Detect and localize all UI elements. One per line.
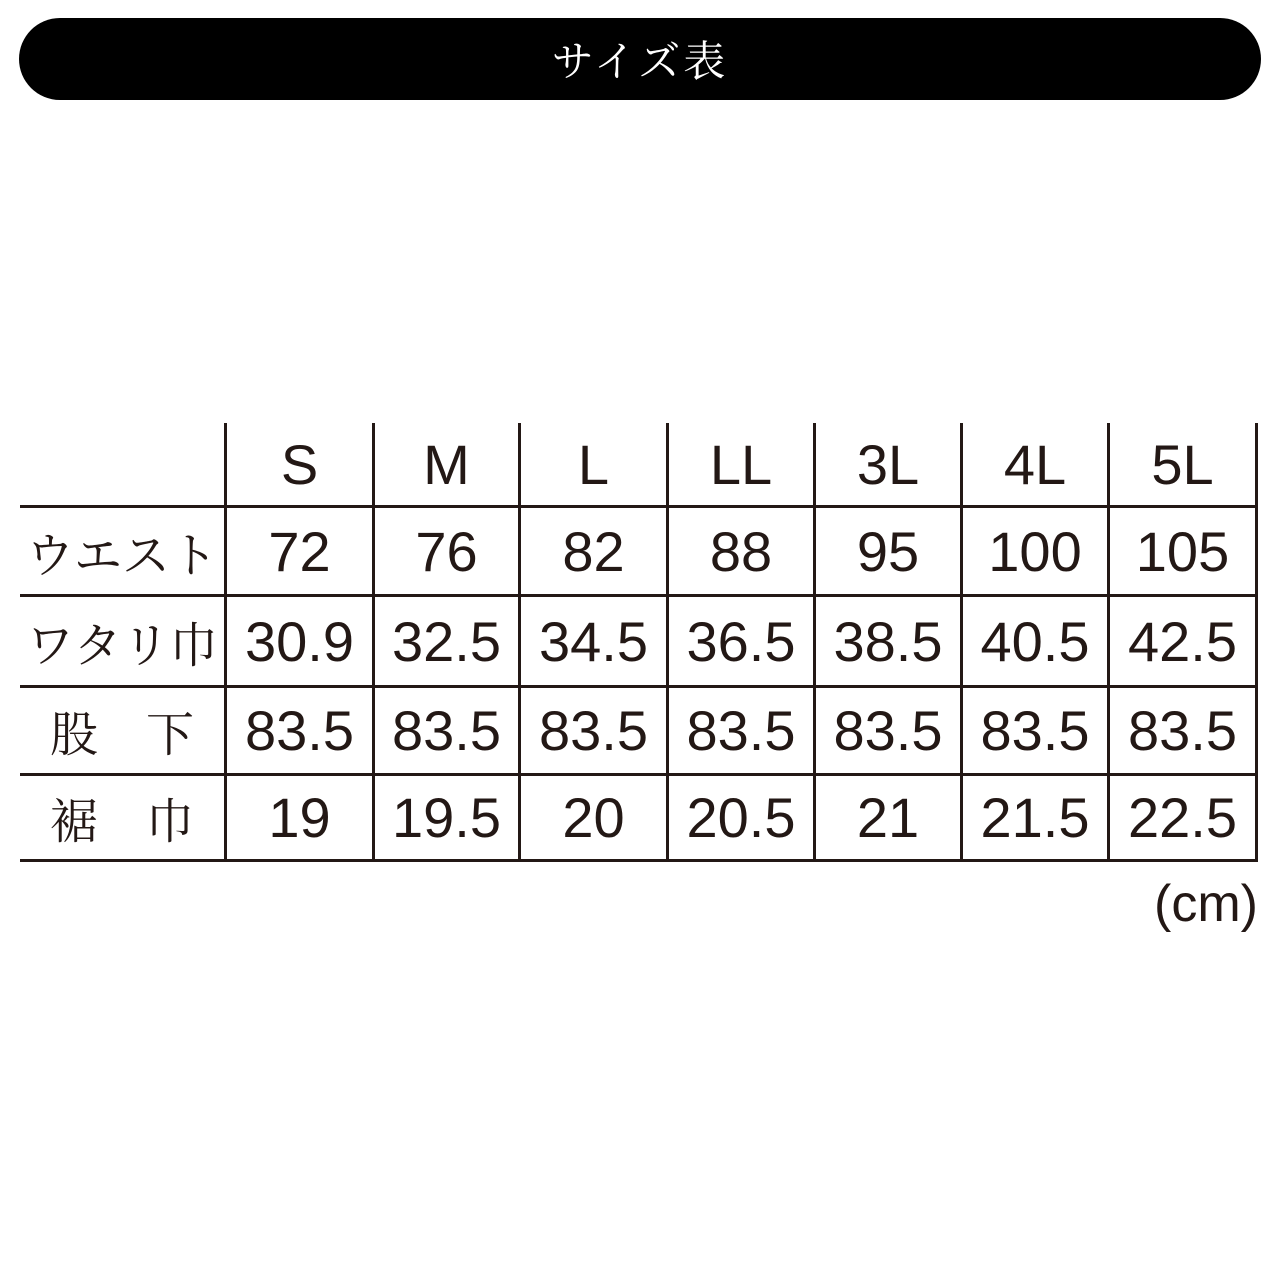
value-cell: 36.5	[669, 597, 816, 688]
title-bar	[19, 18, 1261, 100]
value-cell: 82	[521, 508, 669, 597]
value-cell: 21	[816, 776, 963, 862]
page-title: サイズ表	[551, 38, 729, 85]
size-col-header-ll: LL	[669, 423, 816, 508]
row-label-thigh-width: ワタリ巾	[20, 597, 227, 688]
value-cell: 83.5	[521, 688, 669, 776]
value-cell: 76	[375, 508, 521, 597]
value-cell: 21.5	[963, 776, 1110, 862]
value-cell: 83.5	[227, 688, 375, 776]
size-col-header-3l: 3L	[816, 423, 963, 508]
value-cell: 42.5	[1110, 597, 1258, 688]
value-cell: 83.5	[816, 688, 963, 776]
unit-note: (cm)	[1154, 875, 1258, 933]
corner-cell	[20, 423, 227, 508]
row-label-inseam: 股 下	[20, 688, 227, 776]
value-cell: 19	[227, 776, 375, 862]
value-cell: 72	[227, 508, 375, 597]
value-cell: 83.5	[963, 688, 1110, 776]
value-cell: 88	[669, 508, 816, 597]
size-col-header-s: S	[227, 423, 375, 508]
value-cell: 22.5	[1110, 776, 1258, 862]
value-cell: 40.5	[963, 597, 1110, 688]
size-col-header-m: M	[375, 423, 521, 508]
value-cell: 32.5	[375, 597, 521, 688]
size-col-header-5l: 5L	[1110, 423, 1258, 508]
row-label-waist: ウエスト	[20, 508, 227, 597]
value-cell: 100	[963, 508, 1110, 597]
size-col-header-l: L	[521, 423, 669, 508]
value-cell: 20.5	[669, 776, 816, 862]
value-cell: 83.5	[375, 688, 521, 776]
value-cell: 19.5	[375, 776, 521, 862]
row-label-hem-width: 裾 巾	[20, 776, 227, 862]
size-col-header-4l: 4L	[963, 423, 1110, 508]
value-cell: 95	[816, 508, 963, 597]
value-cell: 20	[521, 776, 669, 862]
value-cell: 34.5	[521, 597, 669, 688]
size-table	[20, 423, 1258, 862]
value-cell: 38.5	[816, 597, 963, 688]
value-cell: 105	[1110, 508, 1258, 597]
value-cell: 83.5	[1110, 688, 1258, 776]
value-cell: 83.5	[669, 688, 816, 776]
value-cell: 30.9	[227, 597, 375, 688]
